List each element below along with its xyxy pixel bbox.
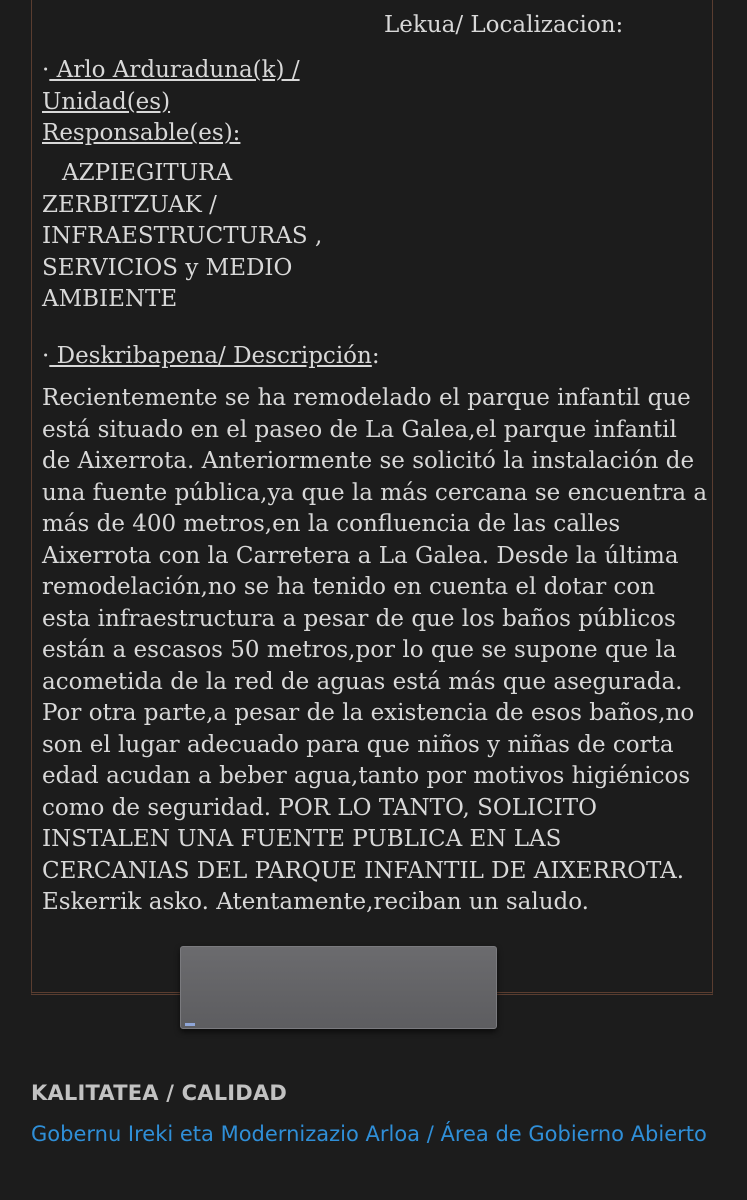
description-label: Deskribapena/ Descripción [49,343,372,369]
responsible-bullet: · [42,57,50,83]
location-label: Lekua/ Localizacion: [384,12,624,38]
description-heading [42,341,380,373]
responsible-label: Arlo Arduraduna(k) / Unidad(es) Responsable(es): [42,57,300,146]
description-text: Recientemente se ha remodelado el parque infantil que está situado en el paseo de La Galea,el parque infantil de Aixerrota. Anteriormente se solicitó la instalación de una fuente pública,ya que la más cercana se encuentra a más de 400 metros,en la confluencia de las calles Aixerrota con la Carretera a La Galea. Desde la última remodelación,no se ha tenido en cuenta el dotar con esta infraestructura a pesar de que los baños públicos están a escasos 50 metros,por lo que se supone que la acometida de la red de aguas está más que asegurada. Por otra parte,a pesar de la existencia de esos baños,no son el lugar adecuado para que niños y niñas de corta edad acudan a beber agua,tanto por motivos higiénicos como de seguridad. POR LO TANTO, SOLICITO INSTALEN UNA FUENTE PUBLICA EN LAS CERCANIAS DEL PARQUE INFANTIL DE AIXERROTA. Eskerrik asko. Atentamente,reciban un saludo. [42,385,708,915]
responsible-value: AZPIEGITURA ZERBITZUAK / INFRAESTRUCTURAS , SERVICIOS y MEDIO AMBIENTE [42,160,323,312]
responsible-heading [42,55,342,150]
redaction-box [180,946,497,1029]
quality-title: KALITATEA / CALIDAD [31,1081,288,1105]
description-bullet: · [42,343,50,369]
description-colon: : [371,343,380,369]
quality-area-link[interactable]: Gobernu Ireki eta Modernizazio Arloa / Área de Gobierno Abierto [31,1122,707,1146]
